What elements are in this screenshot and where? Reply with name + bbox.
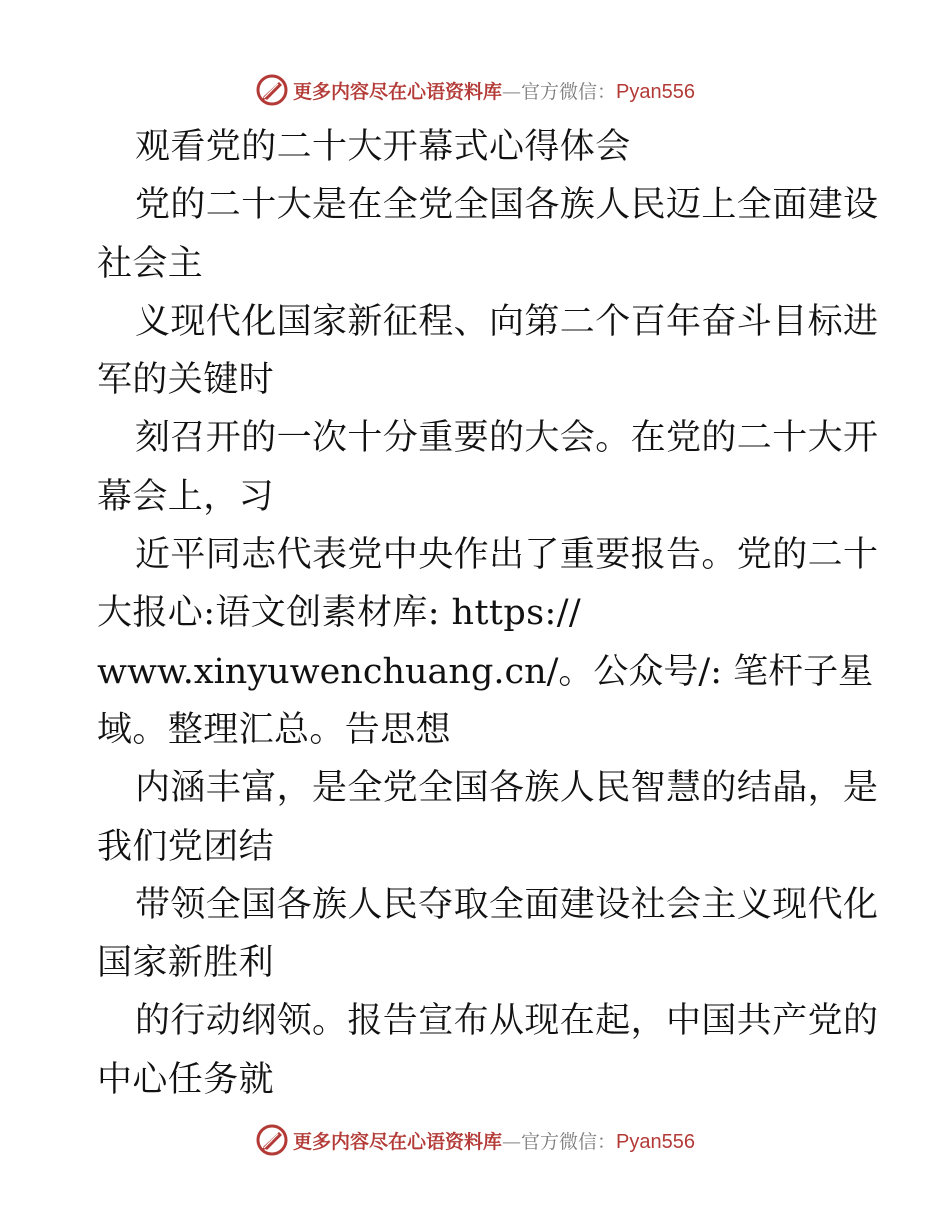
banner-text xyxy=(293,1127,695,1154)
quill-pen-circle-icon xyxy=(255,73,289,107)
paragraph-line: 中心任务就 xyxy=(97,1059,275,1100)
banner-slogan: 更多内容尽在心语资料库 xyxy=(293,1130,503,1153)
banner-slogan: 更多内容尽在心语资料库 xyxy=(293,80,503,103)
footer-banner xyxy=(0,1120,950,1160)
banner-wechat-label: 官方微信： xyxy=(521,1130,617,1153)
document-body xyxy=(97,118,879,1109)
paragraph-line: 近平同志代表党中央作出了重要报告。党的二十 xyxy=(135,535,879,576)
paragraph-line: 内涵丰富，是全党全国各族人民智慧的结晶，是 xyxy=(135,768,879,809)
paragraph-line: 义现代化国家新征程、向第二个百年奋斗目标进 xyxy=(135,301,879,342)
banner-wechat-id: Pyan556 xyxy=(616,80,695,103)
paragraph-line: www.xinyuwenchuang.cn/。公众号/: 笔杆子星 xyxy=(97,651,874,692)
banner-dash: — xyxy=(502,1130,522,1153)
paragraph-line: 党的二十大是在全党全国各族人民迈上全面建设 xyxy=(135,185,879,226)
header-banner xyxy=(0,70,950,110)
paragraph-line: 域。整理汇总。告思想 xyxy=(97,709,452,750)
document-title: 观看党的二十大开幕式心得体会 xyxy=(135,127,631,167)
quill-pen-circle-icon xyxy=(255,1123,289,1157)
banner-wechat-id: Pyan556 xyxy=(616,1130,695,1153)
banner-wechat-label: 官方微信： xyxy=(521,80,617,103)
paragraph-line: 的行动纲领。报告宣布从现在起，中国共产党的 xyxy=(135,1001,879,1042)
paragraph-line: 社会主 xyxy=(97,243,204,284)
paragraph-line: 带领全国各族人民夺取全面建设社会主义现代化 xyxy=(135,884,879,925)
paragraph-line: 大报心:语文创素材库: https:// xyxy=(97,593,582,634)
paragraph-line: 军的关键时 xyxy=(97,360,275,401)
banner-dash: — xyxy=(502,80,522,103)
paragraph-line: 幕会上，习 xyxy=(97,476,275,517)
paragraph-line: 刻召开的一次十分重要的大会。在党的二十大开 xyxy=(135,418,879,459)
banner-text xyxy=(293,77,695,104)
paragraph-line: 我们党团结 xyxy=(97,826,275,867)
paragraph-line: 国家新胜利 xyxy=(97,943,275,984)
